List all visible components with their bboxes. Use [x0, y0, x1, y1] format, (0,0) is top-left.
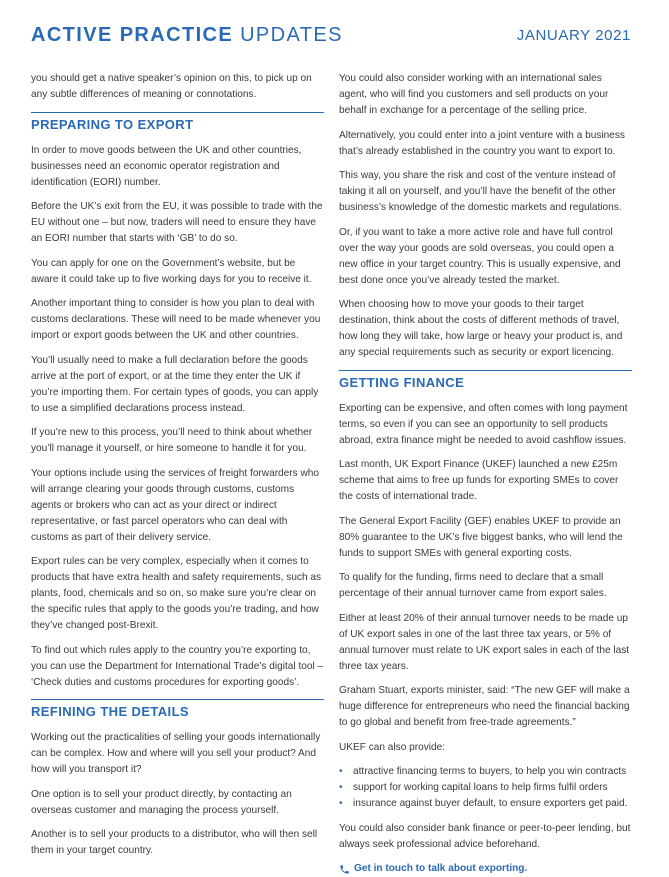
- masthead: [31, 24, 631, 54]
- intro-paragraph: you should get a native speaker’s opinion on this, to pick up on any subtle differences of meaning or connotations.: [31, 73, 312, 100]
- paragraph: Either at least 20% of their annual turnover needs to be made up of UK export sales in one of the last three tax years, or 5% of annual turnover must relate to UK export sales in each of the last three tax years.: [339, 612, 630, 672]
- paragraph: Before the UK’s exit from the EU, it was possible to trade with the EU without one – but now, traders will need to ensure they have an EORI number that starts with ‘GB’ to do so.: [31, 201, 323, 244]
- paragraph: Another important thing to consider is how you plan to deal with customs declarations. These will need to be made whenever you import or export goods between the UK and other countries.: [31, 298, 321, 341]
- newsletter-title: [31, 24, 343, 47]
- paragraph: Export rules can be very complex, especially when it comes to products that have extra health and safety requirements, such as plants, food, chemicals and so on, so make sure you’re clear on the specific rules that apply to the goods you’re trading, and how they’ve changed post-Brexit.: [31, 556, 322, 631]
- closing-paragraph: You could also consider bank finance or peer-to-peer lending, but always seek professional advice beforehand.: [339, 822, 631, 850]
- section-heading-preparing: PREPARING TO EXPORT: [31, 112, 324, 136]
- paragraph: Working out the practicalities of selling your goods internationally can be complex. How and where will you sell your product? And how will you transport it?: [31, 732, 321, 775]
- phone-icon: [339, 864, 350, 875]
- paragraph: Alternatively, you could enter into a joint venture with a business that’s already established in the country you want to export to.: [339, 129, 625, 157]
- paragraph: When choosing how to move your goods to their target destination, think about the costs of different methods of travel, how long they will take, how large or heavy your product is, and any special requirements such as security or export licencing.: [339, 299, 623, 358]
- right-column: [339, 71, 632, 877]
- bullet-icon: •: [339, 766, 343, 777]
- paragraph: This way, you share the risk and cost of the venture instead of taking it all on yourself, and you’ll have the benefit of the other business’s knowledge of the domestic markets and regulations.: [339, 170, 622, 213]
- left-column: [31, 71, 324, 868]
- list-item-text: support for working capital loans to help firms fulfil orders: [353, 782, 608, 793]
- paragraph: You’ll usually need to make a full declaration before the goods arrive at the port of export, or at the time they enter the UK if you’re importing them. For certain types of goods, you can apply to use a simplified declarations process instead.: [31, 354, 319, 414]
- section-heading-finance: GETTING FINANCE: [339, 370, 632, 394]
- paragraph: Exporting can be expensive, and often comes with long payment terms, so even if you can see an opportunity to sell products abroad, extra finance might be needed to avoid cashflow issues.: [339, 402, 628, 446]
- paragraph: Graham Stuart, exports minister, said: “The new GEF will make a huge difference for entrepreneurs who need the financial backing to go global and benefit from free-trade agreements.”: [339, 685, 630, 728]
- list-item: [339, 764, 632, 780]
- paragraph: One option is to sell your product directly, by contacting an overseas customer and managing the process yourself.: [31, 788, 292, 816]
- paragraph: If you’re new to this process, you’ll need to think about whether you’ll manage it yourself, or hire someone to handle it for you.: [31, 427, 313, 454]
- title-bold: ACTIVE PRACTICE: [31, 24, 234, 46]
- paragraph: Last month, UK Export Finance (UKEF) launched a new £25m scheme that aims to free up funds for exporting SMEs to cover the costs of international trade.: [339, 459, 619, 502]
- title-light: UPDATES: [240, 24, 343, 46]
- paragraph: Or, if you want to take a more active role and have full control over the way your goods are sold overseas, you could open a new office in your target country. This is usually expensive, and best done once you’ve already tested the market.: [339, 226, 621, 286]
- issue-date: JANUARY 2021: [516, 27, 631, 44]
- paragraph: To qualify for the funding, firms need to declare that a small percentage of their annual turnover came from export sales.: [339, 572, 607, 599]
- paragraph: You could also consider working with an international sales agent, who will find you customers and sell products on your behalf in exchange for a percentage of the selling price.: [339, 73, 609, 116]
- paragraph: Your options include using the services of freight forwarders who will arrange clearing your goods through customs, customs agents or brokers who can act as your direct or indirect representative, or fast parcel operators who can deal with customs as part of their delivery service.: [31, 467, 320, 543]
- list-item: [339, 796, 632, 812]
- bullet-list: [339, 764, 632, 812]
- list-item: [339, 780, 632, 796]
- paragraph: In order to move goods between the UK and other countries, businesses need an economic operator registration and identification (EORI) number.: [31, 144, 302, 188]
- cta-label[interactable]: Get in touch to talk about exporting.: [354, 863, 528, 874]
- bullet-icon: •: [339, 782, 343, 793]
- list-item-text: insurance against buyer default, to ensure exporters get paid.: [353, 798, 628, 809]
- paragraph: UKEF can also provide:: [339, 741, 446, 753]
- paragraph: To find out which rules apply to the country you’re exporting to, you can use the Department for International Trade’s digital tool – ‘Check duties and customs procedures for exporting goods’.: [31, 644, 324, 688]
- paragraph: Another is to sell your products to a distributor, who will then sell them in your target country.: [31, 829, 318, 856]
- list-item-text: attractive financing terms to buyers, to help you win contracts: [353, 766, 627, 777]
- paragraph: The General Export Facility (GEF) enables UKEF to provide an 80% guarantee to the UK’s five biggest banks, who will lend the funds to support SMEs with general exporting costs.: [339, 515, 623, 559]
- paragraph: You can apply for one on the Government’s website, but be aware it could take up to five working days for you to receive it.: [31, 257, 312, 285]
- contact-cta[interactable]: [339, 861, 632, 877]
- bullet-icon: •: [339, 798, 343, 809]
- section-heading-refining: REFINING THE DETAILS: [31, 699, 324, 723]
